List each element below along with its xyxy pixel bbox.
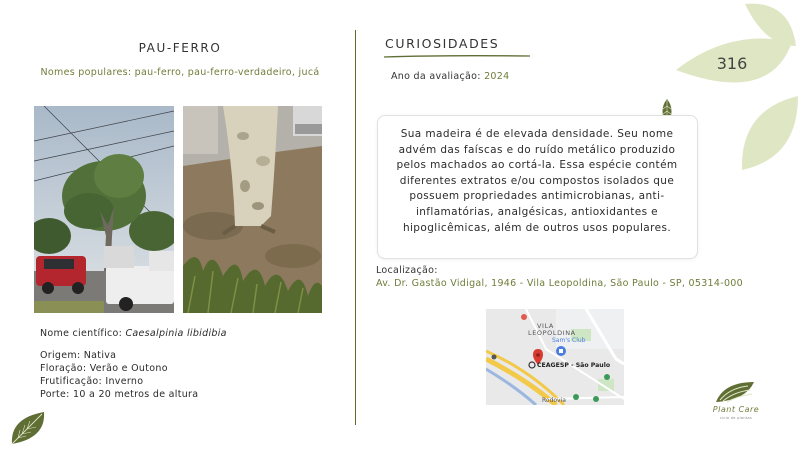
scientific-name-line <box>40 328 227 339</box>
location-label: Localização: <box>376 265 438 276</box>
leaf-icon <box>8 408 48 448</box>
flowering-text: Floração: Verão e Outono <box>40 363 168 374</box>
map-street-label: Rodovia <box>542 397 566 404</box>
map-place-label: CEAGESP - São Paulo <box>537 362 611 369</box>
scientific-label: Nome científico: <box>40 328 123 339</box>
evaluation-year <box>391 71 509 82</box>
brand-name: Plant Care <box>712 405 760 414</box>
column-divider <box>355 30 356 425</box>
map-store-label: Sam's Club <box>552 337 586 344</box>
curiosity-text: Sua madeira é de elevada densidade. Seu nome advém das faíscas e do ruído metálico produzido pelos machados ao cortá-la. Essa espécie contém diferentes extratos e/ou compostos isolados que possuem propriedades antimicrobianas, anti-inflamatórias, analgésicas, antioxidantes e hipoglicêmicas, além de outros usos populares. <box>396 128 678 234</box>
scientific-name: Caesalpinia libidibia <box>125 328 227 339</box>
brand-tagline: ciclo de plantas <box>719 416 753 420</box>
fruiting-text: Frutificação: Inverno <box>40 376 144 387</box>
brand-logo-icon <box>714 380 758 404</box>
title-underline <box>382 54 532 60</box>
tree-photo-street <box>34 106 174 313</box>
map-district-line1: VILA <box>537 322 554 330</box>
origin-text: Origem: Nativa <box>40 350 117 361</box>
popular-names: Nomes populares: pau-ferro, pau-ferro-verdadeiro, jucá <box>40 67 320 78</box>
evaluation-year-value: 2024 <box>484 71 510 82</box>
curiosities-title: CURIOSIDADES <box>385 36 500 51</box>
species-title: PAU-FERRO <box>138 41 222 55</box>
location-map[interactable] <box>486 309 624 405</box>
tree-trunk-photo <box>183 106 322 313</box>
evaluation-label: Ano da avaliação: <box>391 71 481 82</box>
location-address[interactable]: Av. Dr. Gastão Vidigal, 1946 - Vila Leopoldina, São Paulo - SP, 05314-000 <box>376 278 743 289</box>
map-district-line2: LEOPOLDINA <box>528 329 576 337</box>
record-number: 316 <box>716 54 748 73</box>
size-text: Porte: 10 a 20 metros de altura <box>40 389 199 400</box>
